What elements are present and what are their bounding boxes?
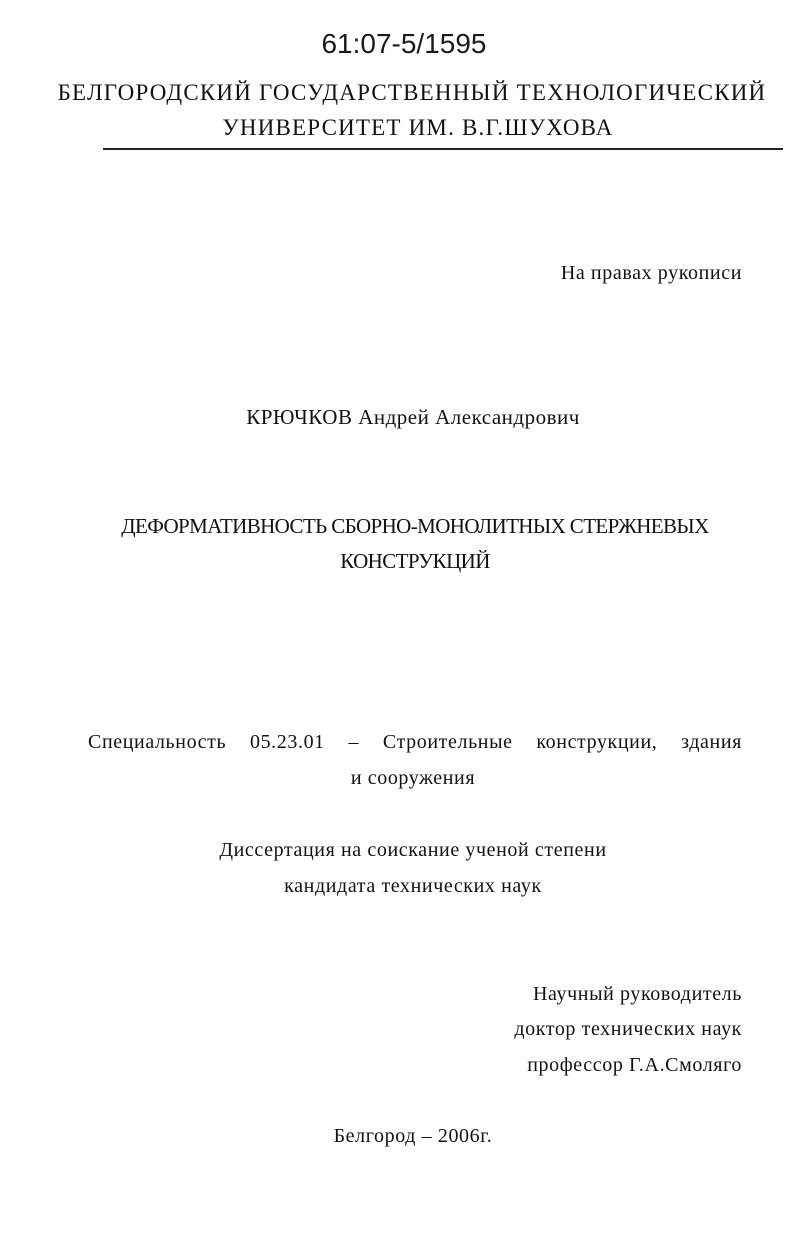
specialty-code: 05.23.01 — [249, 731, 325, 753]
city-year: Белгород – 2006г. — [333, 1125, 493, 1147]
dissertation-line-1: Диссертация на соискание ученой степени — [219, 839, 607, 861]
specialty-word: конструкции, — [536, 731, 658, 753]
header-divider — [103, 148, 783, 150]
university-name-line-2: УНИВЕРСИТЕТ ИМ. В.Г.ШУХОВА — [222, 115, 614, 140]
specialty-line-2: и сооружения — [350, 767, 476, 789]
manuscript-rights-note: На правах рукописи — [560, 262, 742, 284]
thesis-title-line-1: ДЕФОРМАТИВНОСТЬ СБОРНО-МОНОЛИТНЫХ СТЕРЖНЕВЫХ — [121, 514, 709, 538]
dissertation-line-2: кандидата технических наук — [284, 875, 542, 897]
catalog-code: 61:07-5/1595 — [321, 28, 487, 59]
university-name-line-1: БЕЛГОРОДСКИЙ ГОСУДАРСТВЕННЫЙ ТЕХНОЛОГИЧЕСКИЙ — [57, 80, 767, 105]
advisor-name: профессор Г.А.Смоляго — [527, 1054, 742, 1076]
thesis-title-line-2: КОНСТРУКЦИЙ — [340, 549, 490, 573]
advisor-degree: доктор технических наук — [514, 1018, 742, 1040]
specialty-word: здания — [681, 731, 742, 753]
specialty-line-1 — [88, 731, 742, 754]
specialty-dash: – — [348, 731, 360, 753]
specialty-word: Строительные — [382, 731, 513, 753]
specialty-word: Специальность — [88, 731, 227, 753]
advisor-role: Научный руководитель — [533, 983, 742, 1005]
author-name: КРЮЧКОВ Андрей Александрович — [246, 405, 580, 429]
